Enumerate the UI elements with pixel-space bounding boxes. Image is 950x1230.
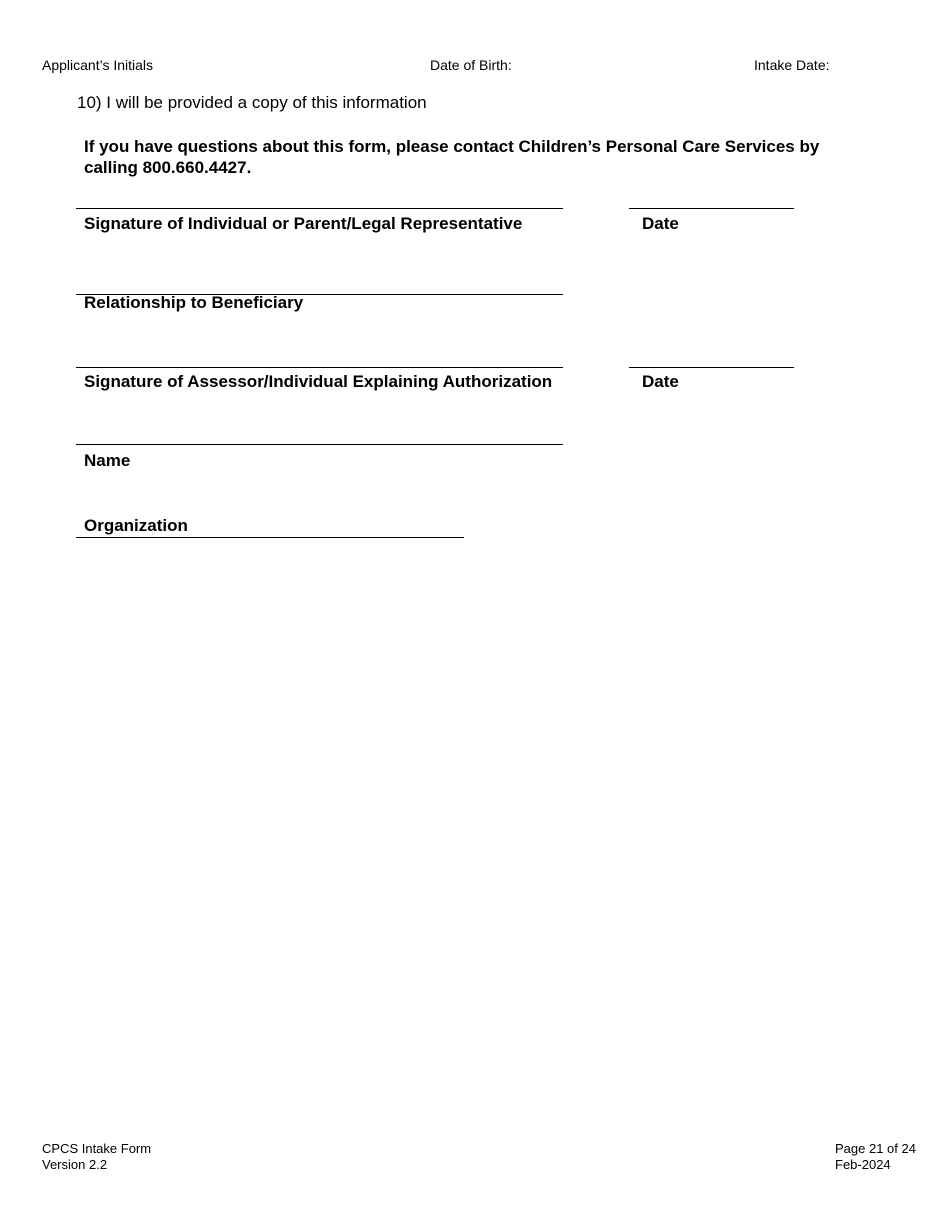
contact-notice: If you have questions about this form, please contact Children’s Personal Care Services by calling 800.660.4427. (84, 137, 820, 177)
footer-right (835, 1141, 916, 1173)
date-label-2: Date (642, 372, 679, 391)
date-line-1[interactable] (629, 208, 794, 209)
assessor-signature-line[interactable] (76, 367, 563, 368)
individual-signature-line[interactable] (76, 208, 563, 209)
name-line[interactable] (76, 444, 563, 445)
date-label-1: Date (642, 214, 679, 233)
footer-left (42, 1141, 151, 1173)
individual-signature-label: Signature of Individual or Parent/Legal Representative (84, 214, 523, 233)
footer-page-number: Page 21 of 24 (835, 1141, 916, 1156)
name-label: Name (84, 451, 131, 470)
relationship-label: Relationship to Beneficiary (84, 293, 304, 312)
organization-line[interactable] (76, 537, 464, 538)
date-line-2[interactable] (629, 367, 794, 368)
applicant-initials-label: Applicant’s Initials (42, 57, 154, 73)
organization-label: Organization (84, 516, 188, 535)
footer-form-name: CPCS Intake Form (42, 1141, 152, 1156)
footer-version: Version 2.2 (42, 1157, 108, 1172)
assessor-signature-label: Signature of Assessor/Individual Explaining Authorization (84, 372, 553, 391)
date-of-birth-label: Date of Birth: (430, 57, 512, 73)
item-10-text: 10) I will be provided a copy of this information (77, 93, 427, 112)
footer-date: Feb-2024 (835, 1157, 891, 1172)
intake-date-label: Intake Date: (754, 57, 830, 73)
